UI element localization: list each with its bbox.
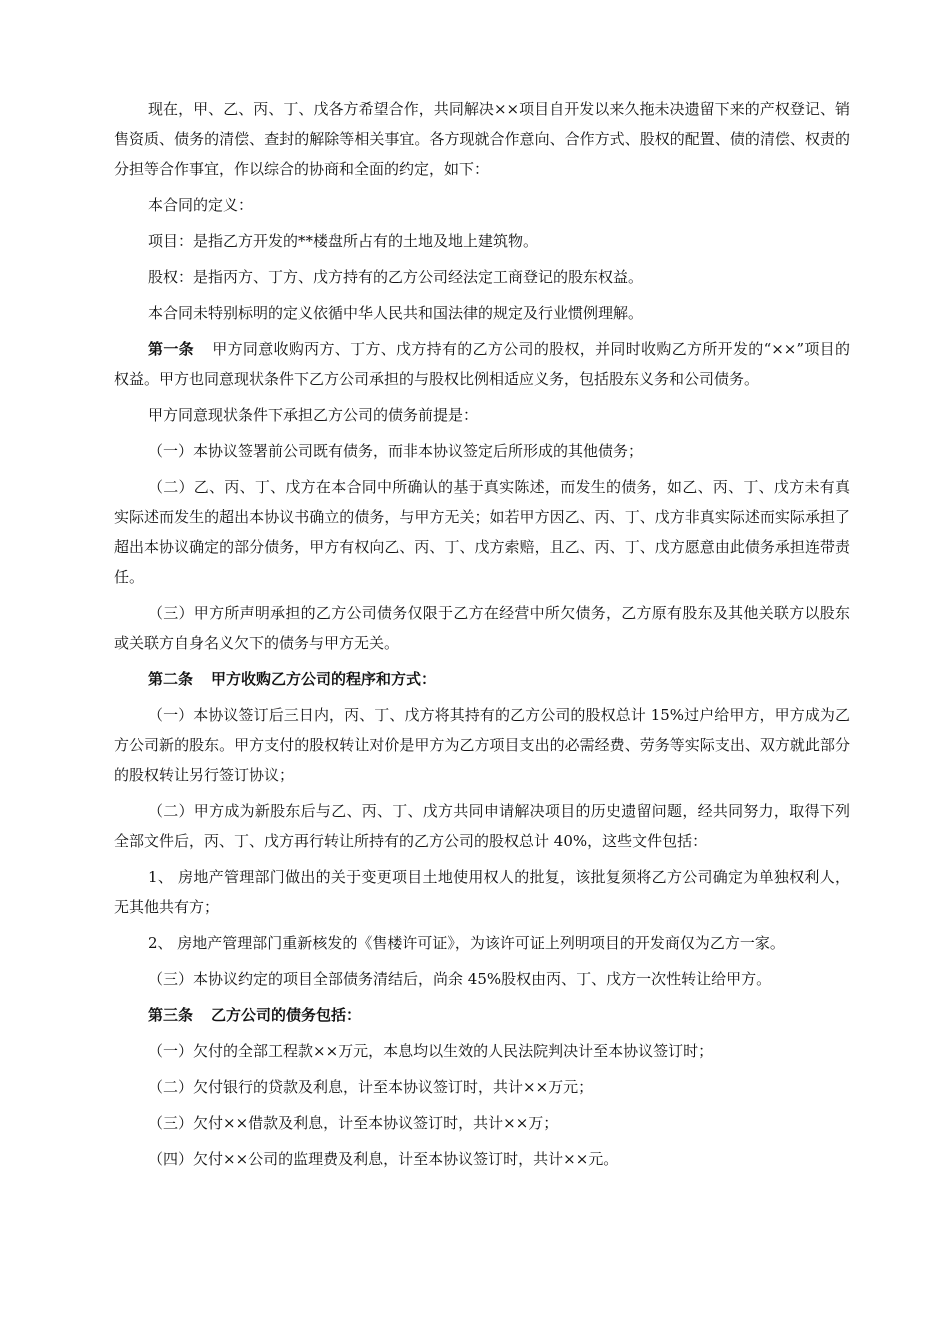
article-2 <box>114 664 850 694</box>
article-3-item-4: （四）欠付××公司的监理费及利息，计至本协议签订时，共计××元。 <box>148 1150 619 1168</box>
article-1-title: 第一条 <box>148 340 194 358</box>
article-2-item-1: （一）本协议签订后三日内，丙、丁、戊方将其持有的乙方公司的股权总计 15%过户给甲方，甲方成为乙方公司新的股东。甲方支付的股权转让对价是甲方为乙方项目支出的必需经费、劳务等实际支出、双方就此部分的股权转让另行签订协议； <box>114 706 850 784</box>
intro-paragraph: 现在，甲、乙、丙、丁、戊各方希望合作，共同解决××项目自开发以来久拖未决遗留下来的产权登记、销售资质、债务的清偿、查封的解除等相关事宜。各方现就合作意向、合作方式、股权的配置、债的清偿、权责的分担等合作事宜，作以综合的协商和全面的约定，如下： <box>114 100 850 178</box>
article-2-item-2: （二）甲方成为新股东后与乙、丙、丁、戊方共同申请解决项目的历史遗留问题，经共同努力，取得下列全部文件后，丙、丁、戊方再行转让所持有的乙方公司的股权总计 40%，这些文件包括： <box>114 802 850 850</box>
article-1-premise: 甲方同意现状条件下承担乙方公司的债务前提是： <box>148 406 479 424</box>
article-1 <box>114 334 850 394</box>
article-2-heading: 甲方收购乙方公司的程序和方式： <box>211 670 437 688</box>
definitions-title: 本合同的定义： <box>148 196 254 214</box>
article-3-item-1: （一）欠付的全部工程款××万元，本息均以生效的人民法院判决计至本协议签订时； <box>148 1042 714 1060</box>
article-3-item-2: （二）欠付银行的贷款及利息，计至本协议签订时，共计××万元； <box>148 1078 594 1096</box>
article-1-item-1: （一）本协议签署前公司既有债务，而非本协议签定后所形成的其他债务； <box>148 442 644 460</box>
article-1-item-2: （二）乙、丙、丁、戊方在本合同中所确认的基于真实陈述，而发生的债务，如乙、丙、丁、戊方未有真实际述而发生的超出本协议书确立的债务，与甲方无关；如若甲方因乙、丙、丁、戊方非真实际述而实际承担了超出本协议确定的部分债务，甲方有权向乙、丙、丁、戊方索赔，且乙、丙、丁、戊方愿意由此债务承担连带责任。 <box>114 478 850 586</box>
article-2-sub-item-1: 1、 房地产管理部门做出的关于变更项目土地使用权人的批复，该批复须将乙方公司确定为单独权利人，无其他共有方； <box>114 868 850 916</box>
article-3-item-3: （三）欠付××借款及利息，计至本协议签订时，共计××万； <box>148 1114 559 1132</box>
article-2-item-3: （三）本协议约定的项目全部债务清结后，尚余 45%股权由丙、丁、戊方一次性转让给甲方。 <box>148 970 772 988</box>
article-1-item-3: （三）甲方所声明承担的乙方公司债务仅限于乙方在经营中所欠债务，乙方原有股东及其他关联方以股东或关联方自身名义欠下的债务与甲方无关。 <box>114 604 850 652</box>
definition-project: 项目：是指乙方开发的**楼盘所占有的土地及地上建筑物。 <box>148 232 539 250</box>
article-3-title: 第三条 <box>148 1006 194 1024</box>
contract-body <box>114 94 850 1180</box>
article-2-sub-item-2: 2、 房地产管理部门重新核发的《售楼许可证》，为该许可证上列明项目的开发商仅为乙方一家。 <box>148 934 785 952</box>
article-3-heading: 乙方公司的债务包括： <box>211 1006 362 1024</box>
definition-other: 本合同未特别标明的定义依循中华人民共和国法律的规定及行业惯例理解。 <box>148 304 644 322</box>
article-1-text: 甲方同意收购丙方、丁方、戊方持有的乙方公司的股权，并同时收购乙方所开发的“××”项目的权益。甲方也同意现状条件下乙方公司承担的与股权比例相适应义务，包括股东义务和公司债务。 <box>114 340 850 388</box>
article-2-title: 第二条 <box>148 670 194 688</box>
definition-equity: 股权：是指丙方、丁方、戊方持有的乙方公司经法定工商登记的股东权益。 <box>148 268 644 286</box>
article-3 <box>114 1000 850 1030</box>
